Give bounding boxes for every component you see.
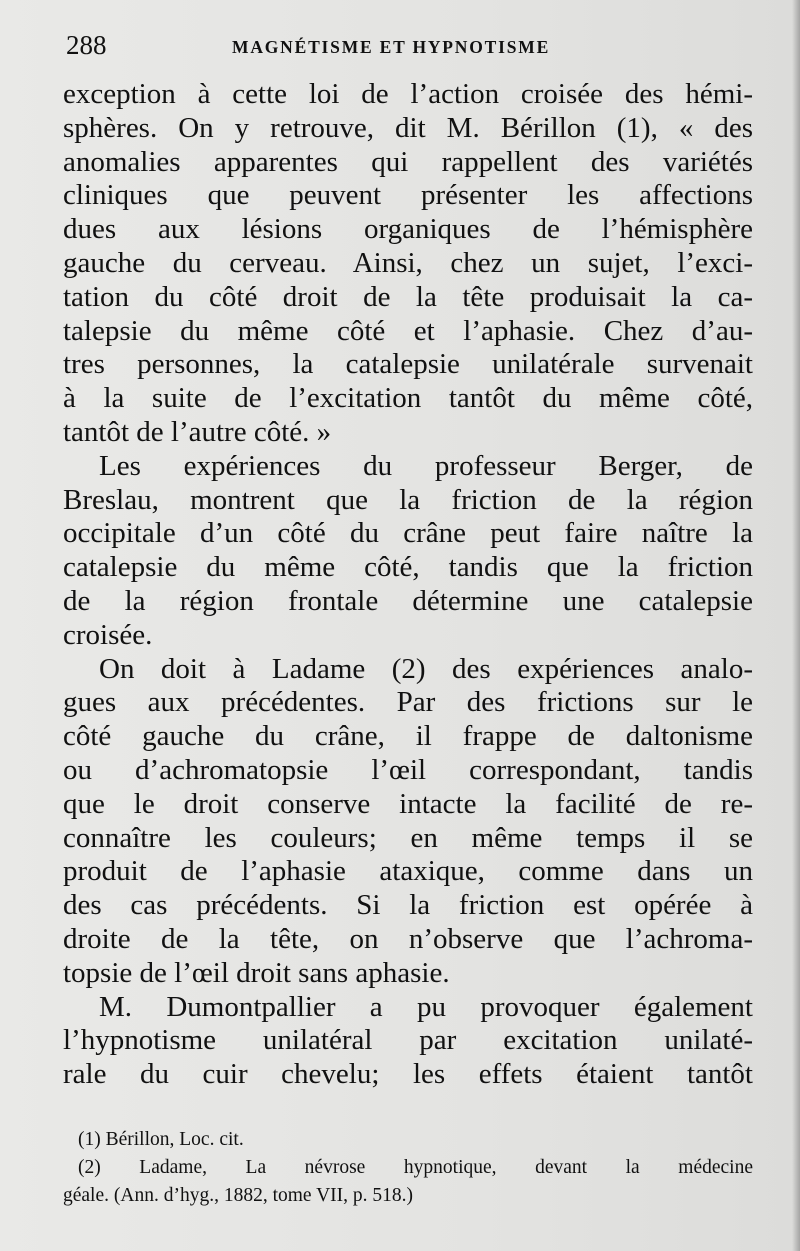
text-line: talepsie du même côté et l’aphasie. Chez d’au-: [63, 314, 753, 347]
text-line: côté gauche du crâne, il frappe de daltonisme: [63, 720, 753, 753]
footnotes: [63, 1126, 753, 1210]
text-line: tantôt de l’autre côté. »: [63, 415, 332, 448]
text-line: ou d’achromatopsie l’œil correspondant, tandis: [63, 753, 753, 786]
text-line: topsie de l’œil droit sans aphasie.: [63, 956, 450, 989]
text-line: que le droit conserve intacte la facilité de re-: [63, 787, 753, 820]
text-line: rale du cuir chevelu; les effets étaient tantôt: [63, 1058, 753, 1091]
text-line: croisée.: [63, 618, 153, 651]
paragraph-start-line: Les expériences du professeur Berger, de: [99, 449, 753, 482]
text-line: l’hypnotisme unilatéral par excitation unilaté-: [63, 1024, 753, 1057]
text-line: dues aux lésions organiques de l’hémisphère: [63, 213, 753, 246]
text-line: gauche du cerveau. Ainsi, chez un sujet, l’exci-: [63, 246, 753, 279]
text-line: de la région frontale détermine une catalepsie: [63, 584, 753, 617]
text-line: exception à cette loi de l’action croisée des hémi-: [63, 78, 753, 110]
text-line: connaître les couleurs; en même temps il se: [63, 821, 753, 854]
text-line: produit de l’aphasie ataxique, comme dans un: [63, 855, 753, 888]
text-line: occipitale d’un côté du crâne peut faire naître la: [63, 517, 753, 550]
text-line: tation du côté droit de la tête produisait la ca-: [63, 280, 753, 313]
paragraph-start-line: M. Dumontpallier a pu provoquer également: [99, 990, 753, 1023]
footnote-2-continued: géale. (Ann. d’hyg., 1882, tome VII, p. 518.): [63, 1185, 414, 1206]
text-line: cliniques que peuvent présenter les affections: [63, 179, 753, 212]
page-edge-shadow: [792, 0, 800, 1251]
footnote-1: (1) Bérillon, Loc. cit.: [78, 1129, 244, 1150]
text-line: à la suite de l’excitation tantôt du même côté,: [63, 382, 753, 415]
text-line: catalepsie du même côté, tandis que la friction: [63, 551, 753, 584]
text-line: anomalies apparentes qui rappellent des variétés: [63, 145, 753, 178]
page-number: 288: [66, 30, 107, 60]
text-line: tres personnes, la catalepsie unilatérale survenait: [63, 348, 753, 381]
running-title: MAGNÉTISME ET HYPNOTISME: [232, 37, 551, 57]
text-line: gues aux précédentes. Par des frictions sur le: [63, 686, 753, 719]
paragraph-start-line: On doit à Ladame (2) des expériences analo-: [99, 652, 753, 685]
text-line: droite de la tête, on n’observe que l’achroma-: [63, 922, 753, 955]
text-line: Breslau, montrent que la friction de la région: [63, 483, 753, 516]
body-text: [63, 78, 753, 1092]
text-line: sphères. On y retrouve, dit M. Bérillon (1), « des: [63, 111, 753, 144]
text-line: des cas précédents. Si la friction est opérée à: [63, 889, 753, 922]
page-header: [66, 30, 746, 64]
footnote-2: (2) Ladame, La névrose hypnotique, devant la médecine: [78, 1157, 753, 1178]
